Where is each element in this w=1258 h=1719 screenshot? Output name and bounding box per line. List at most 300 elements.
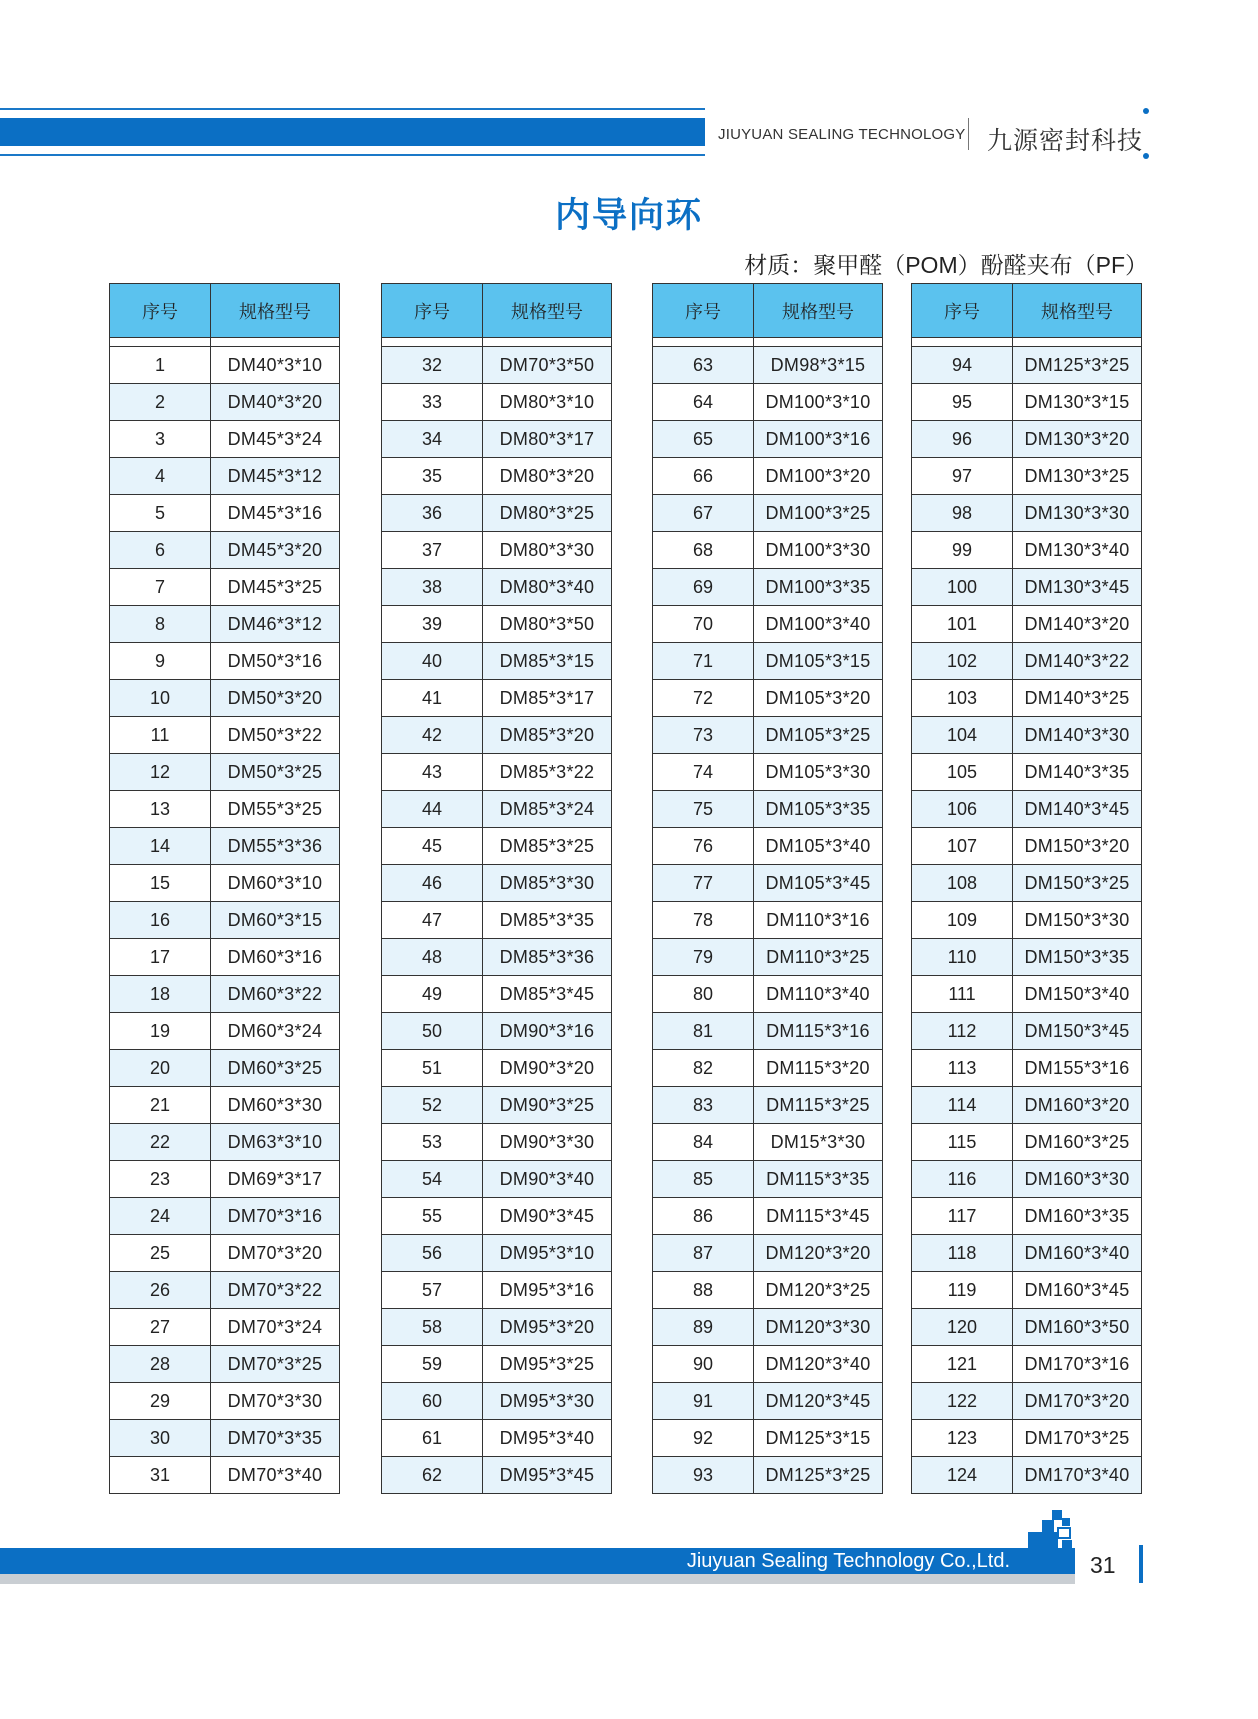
cell-no: 60 — [382, 1383, 483, 1420]
table-row — [653, 569, 883, 606]
cell-model: DM140*3*35 — [1013, 754, 1142, 791]
cell-no: 30 — [110, 1420, 211, 1457]
cell-no: 17 — [110, 939, 211, 976]
cell-no: 119 — [912, 1272, 1013, 1309]
cell-model: DM160*3*20 — [1013, 1087, 1142, 1124]
table-row — [653, 532, 883, 569]
cell-no: 81 — [653, 1013, 754, 1050]
cell-no: 112 — [912, 1013, 1013, 1050]
table-row — [110, 976, 340, 1013]
table-row — [912, 902, 1142, 939]
cell-no: 107 — [912, 828, 1013, 865]
cell-model: DM160*3*25 — [1013, 1124, 1142, 1161]
table-row — [382, 1235, 612, 1272]
cell-model: DM100*3*30 — [754, 532, 883, 569]
cell-no: 106 — [912, 791, 1013, 828]
table-row — [382, 458, 612, 495]
cell-model: DM130*3*25 — [1013, 458, 1142, 495]
cell-no: 53 — [382, 1124, 483, 1161]
table-row — [653, 1383, 883, 1420]
cell-no: 109 — [912, 902, 1013, 939]
cell-model: DM120*3*45 — [754, 1383, 883, 1420]
cell-no: 45 — [382, 828, 483, 865]
cell-no: 122 — [912, 1383, 1013, 1420]
table-row — [912, 532, 1142, 569]
cell-model: DM105*3*15 — [754, 643, 883, 680]
cell-no: 78 — [653, 902, 754, 939]
table-row — [653, 384, 883, 421]
cell-no: 43 — [382, 754, 483, 791]
cell-no: 13 — [110, 791, 211, 828]
table-row — [110, 902, 340, 939]
cell-no: 15 — [110, 865, 211, 902]
cell-no: 114 — [912, 1087, 1013, 1124]
table-row — [912, 1457, 1142, 1494]
table-row — [110, 569, 340, 606]
table-row — [110, 458, 340, 495]
table-row — [912, 939, 1142, 976]
cell-model: DM85*3*17 — [483, 680, 612, 717]
cell-no: 70 — [653, 606, 754, 643]
cell-model: DM80*3*20 — [483, 458, 612, 495]
cell-no: 73 — [653, 717, 754, 754]
cell-model: DM90*3*30 — [483, 1124, 612, 1161]
table-row — [912, 421, 1142, 458]
cell-no: 54 — [382, 1161, 483, 1198]
cell-model: DM105*3*25 — [754, 717, 883, 754]
cell-no: 71 — [653, 643, 754, 680]
table-row — [110, 1087, 340, 1124]
cell-no: 37 — [382, 532, 483, 569]
cell-no: 77 — [653, 865, 754, 902]
table-row — [653, 1161, 883, 1198]
cell-no: 42 — [382, 717, 483, 754]
cell-no: 105 — [912, 754, 1013, 791]
cell-no: 65 — [653, 421, 754, 458]
table-header-row — [912, 284, 1142, 338]
cell-model: DM60*3*24 — [211, 1013, 340, 1050]
header-cell-no: 序号 — [912, 284, 1013, 338]
table-row — [110, 828, 340, 865]
cell-no: 96 — [912, 421, 1013, 458]
table-row — [653, 1309, 883, 1346]
table-row — [110, 347, 340, 384]
cell-no: 6 — [110, 532, 211, 569]
cell-model: DM95*3*40 — [483, 1420, 612, 1457]
cell-no: 38 — [382, 569, 483, 606]
table-row — [382, 1457, 612, 1494]
cell-model: DM69*3*17 — [211, 1161, 340, 1198]
cell-no: 89 — [653, 1309, 754, 1346]
table-row — [110, 865, 340, 902]
table-row — [382, 939, 612, 976]
cell-model: DM85*3*45 — [483, 976, 612, 1013]
table-row — [382, 902, 612, 939]
cell-no: 104 — [912, 717, 1013, 754]
cell-model: DM105*3*35 — [754, 791, 883, 828]
table-row — [382, 643, 612, 680]
cell-model: DM140*3*45 — [1013, 791, 1142, 828]
cell-model: DM60*3*15 — [211, 902, 340, 939]
cell-no: 120 — [912, 1309, 1013, 1346]
cell-model: DM105*3*40 — [754, 828, 883, 865]
table-row — [110, 1198, 340, 1235]
cell-model: DM120*3*40 — [754, 1346, 883, 1383]
cell-model: DM80*3*10 — [483, 384, 612, 421]
cell-model: DM95*3*45 — [483, 1457, 612, 1494]
cell-model: DM150*3*30 — [1013, 902, 1142, 939]
table-row — [653, 421, 883, 458]
cell-no: 66 — [653, 458, 754, 495]
cell-model: DM150*3*45 — [1013, 1013, 1142, 1050]
cell-model: DM140*3*25 — [1013, 680, 1142, 717]
table-row — [382, 1161, 612, 1198]
table-gap-row — [653, 338, 883, 347]
footer-company: Jiuyuan Sealing Technology Co.,Ltd. — [686, 1550, 1010, 1572]
cell-model: DM85*3*30 — [483, 865, 612, 902]
cell-no: 21 — [110, 1087, 211, 1124]
table-row — [653, 606, 883, 643]
table-row — [653, 902, 883, 939]
table-row — [912, 606, 1142, 643]
cell-no: 118 — [912, 1235, 1013, 1272]
cell-model: DM125*3*25 — [754, 1457, 883, 1494]
cell-no: 22 — [110, 1124, 211, 1161]
table-row — [653, 1050, 883, 1087]
cell-model: DM63*3*10 — [211, 1124, 340, 1161]
cell-no: 72 — [653, 680, 754, 717]
cell-no: 108 — [912, 865, 1013, 902]
table-row — [382, 754, 612, 791]
table-row — [912, 865, 1142, 902]
cell-no: 124 — [912, 1457, 1013, 1494]
cell-model: DM125*3*25 — [1013, 347, 1142, 384]
cell-model: DM80*3*50 — [483, 606, 612, 643]
cell-no: 90 — [653, 1346, 754, 1383]
cell-no: 24 — [110, 1198, 211, 1235]
cell-no: 95 — [912, 384, 1013, 421]
spec-table-3 — [652, 283, 883, 1494]
cell-model: DM60*3*16 — [211, 939, 340, 976]
cell-model: DM70*3*30 — [211, 1383, 340, 1420]
table-gap-row — [382, 338, 612, 347]
cell-no: 12 — [110, 754, 211, 791]
cell-model: DM50*3*25 — [211, 754, 340, 791]
table-row — [912, 680, 1142, 717]
cell-model: DM98*3*15 — [754, 347, 883, 384]
cell-model: DM155*3*16 — [1013, 1050, 1142, 1087]
cell-no: 92 — [653, 1420, 754, 1457]
table-gap-row — [110, 338, 340, 347]
header-rule-bottom — [0, 154, 705, 156]
table-header-row — [653, 284, 883, 338]
table-row — [110, 1013, 340, 1050]
cell-model: DM55*3*25 — [211, 791, 340, 828]
cell-no: 68 — [653, 532, 754, 569]
cell-no: 116 — [912, 1161, 1013, 1198]
cell-no: 62 — [382, 1457, 483, 1494]
cell-model: DM100*3*40 — [754, 606, 883, 643]
table-row — [653, 1013, 883, 1050]
table-header-row — [110, 284, 340, 338]
table-row — [110, 421, 340, 458]
spec-table-2 — [381, 283, 612, 1494]
cell-model: DM70*3*24 — [211, 1309, 340, 1346]
table-row — [912, 495, 1142, 532]
cell-no: 98 — [912, 495, 1013, 532]
cell-model: DM45*3*12 — [211, 458, 340, 495]
cell-model: DM70*3*25 — [211, 1346, 340, 1383]
table-row — [912, 1198, 1142, 1235]
cell-model: DM90*3*25 — [483, 1087, 612, 1124]
table-row — [912, 1272, 1142, 1309]
table-row — [382, 791, 612, 828]
cell-model: DM130*3*40 — [1013, 532, 1142, 569]
cell-model: DM110*3*40 — [754, 976, 883, 1013]
cell-no: 40 — [382, 643, 483, 680]
cell-model: DM85*3*36 — [483, 939, 612, 976]
cell-model: DM110*3*16 — [754, 902, 883, 939]
header-cell-no: 序号 — [653, 284, 754, 338]
cell-no: 110 — [912, 939, 1013, 976]
table-row — [382, 495, 612, 532]
table-row — [912, 458, 1142, 495]
cell-model: DM80*3*40 — [483, 569, 612, 606]
cell-no: 117 — [912, 1198, 1013, 1235]
cell-model: DM95*3*20 — [483, 1309, 612, 1346]
table-row — [912, 1013, 1142, 1050]
cell-model: DM115*3*16 — [754, 1013, 883, 1050]
table-row — [912, 1346, 1142, 1383]
table-row — [382, 1050, 612, 1087]
table-row — [382, 828, 612, 865]
cell-no: 56 — [382, 1235, 483, 1272]
table-row — [110, 1235, 340, 1272]
table-row — [653, 717, 883, 754]
material-note: 材质：聚甲醛（POM）酚醛夹布（PF） — [744, 252, 1148, 278]
cell-model: DM120*3*30 — [754, 1309, 883, 1346]
cell-no: 46 — [382, 865, 483, 902]
cell-model: DM95*3*10 — [483, 1235, 612, 1272]
cell-model: DM170*3*40 — [1013, 1457, 1142, 1494]
cell-no: 58 — [382, 1309, 483, 1346]
table-row — [382, 1272, 612, 1309]
table-row — [912, 828, 1142, 865]
cell-no: 5 — [110, 495, 211, 532]
cell-no: 4 — [110, 458, 211, 495]
table-row — [653, 1420, 883, 1457]
cell-model: DM105*3*45 — [754, 865, 883, 902]
table-row — [382, 532, 612, 569]
cell-no: 100 — [912, 569, 1013, 606]
cell-model: DM80*3*30 — [483, 532, 612, 569]
logo-blocks-icon — [1028, 1510, 1072, 1550]
cell-no: 29 — [110, 1383, 211, 1420]
cell-no: 34 — [382, 421, 483, 458]
cell-model: DM130*3*30 — [1013, 495, 1142, 532]
cell-no: 113 — [912, 1050, 1013, 1087]
cell-model: DM90*3*40 — [483, 1161, 612, 1198]
cell-no: 50 — [382, 1013, 483, 1050]
table-row — [382, 680, 612, 717]
cell-no: 32 — [382, 347, 483, 384]
spec-table-4 — [911, 283, 1142, 1494]
cell-model: DM140*3*30 — [1013, 717, 1142, 754]
cell-no: 49 — [382, 976, 483, 1013]
cell-model: DM45*3*16 — [211, 495, 340, 532]
table-row — [653, 791, 883, 828]
spec-table-1 — [109, 283, 340, 1494]
cell-no: 51 — [382, 1050, 483, 1087]
cell-no: 88 — [653, 1272, 754, 1309]
footer-bar-shadow — [0, 1574, 1075, 1584]
header-company-en: JIUYUAN SEALING TECHNOLOGY — [718, 126, 966, 143]
header-cell-model: 规格型号 — [1013, 284, 1142, 338]
table-row — [110, 717, 340, 754]
header-company-cn: 九源密封科技 — [987, 127, 1144, 155]
cell-model: DM130*3*20 — [1013, 421, 1142, 458]
cell-no: 86 — [653, 1198, 754, 1235]
cell-model: DM50*3*22 — [211, 717, 340, 754]
cell-no: 85 — [653, 1161, 754, 1198]
cell-no: 55 — [382, 1198, 483, 1235]
table-row — [653, 976, 883, 1013]
table-row — [382, 1309, 612, 1346]
cell-model: DM160*3*35 — [1013, 1198, 1142, 1235]
table-row — [110, 606, 340, 643]
cell-model: DM60*3*10 — [211, 865, 340, 902]
page-number: 31 — [1090, 1552, 1116, 1578]
table-row — [110, 1124, 340, 1161]
cell-no: 23 — [110, 1161, 211, 1198]
cell-no: 94 — [912, 347, 1013, 384]
cell-no: 91 — [653, 1383, 754, 1420]
cell-model: DM170*3*20 — [1013, 1383, 1142, 1420]
cell-no: 36 — [382, 495, 483, 532]
cell-no: 102 — [912, 643, 1013, 680]
cell-no: 44 — [382, 791, 483, 828]
cell-model: DM50*3*16 — [211, 643, 340, 680]
cell-no: 75 — [653, 791, 754, 828]
cell-no: 18 — [110, 976, 211, 1013]
cell-no: 97 — [912, 458, 1013, 495]
table-row — [912, 1124, 1142, 1161]
table-row — [653, 495, 883, 532]
table-row — [382, 1383, 612, 1420]
cell-no: 64 — [653, 384, 754, 421]
cell-model: DM105*3*30 — [754, 754, 883, 791]
cell-no: 7 — [110, 569, 211, 606]
table-row — [110, 384, 340, 421]
cell-no: 41 — [382, 680, 483, 717]
table-row — [653, 939, 883, 976]
cell-model: DM45*3*20 — [211, 532, 340, 569]
cell-no: 59 — [382, 1346, 483, 1383]
cell-model: DM120*3*25 — [754, 1272, 883, 1309]
cell-model: DM80*3*17 — [483, 421, 612, 458]
table-row — [382, 1198, 612, 1235]
table-row — [110, 791, 340, 828]
header-cell-model: 规格型号 — [483, 284, 612, 338]
cell-model: DM115*3*25 — [754, 1087, 883, 1124]
header-rule-top — [0, 108, 705, 110]
table-row — [912, 569, 1142, 606]
table-row — [653, 643, 883, 680]
cell-model: DM100*3*16 — [754, 421, 883, 458]
cell-model: DM100*3*20 — [754, 458, 883, 495]
cell-no: 31 — [110, 1457, 211, 1494]
cell-model: DM45*3*24 — [211, 421, 340, 458]
cell-no: 79 — [653, 939, 754, 976]
table-row — [110, 1457, 340, 1494]
cell-model: DM160*3*30 — [1013, 1161, 1142, 1198]
cell-model: DM60*3*30 — [211, 1087, 340, 1124]
header-cell-no: 序号 — [110, 284, 211, 338]
cell-model: DM85*3*20 — [483, 717, 612, 754]
cell-model: DM110*3*25 — [754, 939, 883, 976]
table-row — [382, 384, 612, 421]
header-cell-no: 序号 — [382, 284, 483, 338]
table-row — [382, 1346, 612, 1383]
cell-model: DM150*3*20 — [1013, 828, 1142, 865]
table-row — [382, 1013, 612, 1050]
cell-model: DM120*3*20 — [754, 1235, 883, 1272]
cell-model: DM80*3*25 — [483, 495, 612, 532]
cell-no: 11 — [110, 717, 211, 754]
header-bar — [0, 118, 705, 146]
table-row — [653, 680, 883, 717]
cell-model: DM70*3*16 — [211, 1198, 340, 1235]
header-separator — [968, 118, 969, 150]
header-cell-model: 规格型号 — [211, 284, 340, 338]
table-row — [912, 717, 1142, 754]
table-row — [912, 347, 1142, 384]
table-row — [382, 421, 612, 458]
table-row — [912, 1420, 1142, 1457]
table-row — [653, 1087, 883, 1124]
cell-model: DM160*3*45 — [1013, 1272, 1142, 1309]
cell-model: DM160*3*50 — [1013, 1309, 1142, 1346]
cell-model: DM150*3*25 — [1013, 865, 1142, 902]
cell-no: 19 — [110, 1013, 211, 1050]
cell-model: DM115*3*35 — [754, 1161, 883, 1198]
table-row — [912, 976, 1142, 1013]
table-row — [912, 1309, 1142, 1346]
cell-model: DM15*3*30 — [754, 1124, 883, 1161]
cell-no: 67 — [653, 495, 754, 532]
table-row — [382, 717, 612, 754]
cell-model: DM60*3*25 — [211, 1050, 340, 1087]
cell-model: DM45*3*25 — [211, 569, 340, 606]
table-header-row — [382, 284, 612, 338]
header-cell-model: 规格型号 — [754, 284, 883, 338]
cell-model: DM90*3*16 — [483, 1013, 612, 1050]
cell-model: DM70*3*40 — [211, 1457, 340, 1494]
cell-model: DM115*3*45 — [754, 1198, 883, 1235]
table-row — [110, 1309, 340, 1346]
table-row — [653, 754, 883, 791]
table-row — [382, 865, 612, 902]
cell-no: 74 — [653, 754, 754, 791]
cell-no: 33 — [382, 384, 483, 421]
cell-model: DM70*3*22 — [211, 1272, 340, 1309]
cell-model: DM70*3*20 — [211, 1235, 340, 1272]
cell-no: 14 — [110, 828, 211, 865]
table-row — [382, 569, 612, 606]
cell-no: 69 — [653, 569, 754, 606]
cell-model: DM95*3*25 — [483, 1346, 612, 1383]
table-row — [653, 1198, 883, 1235]
